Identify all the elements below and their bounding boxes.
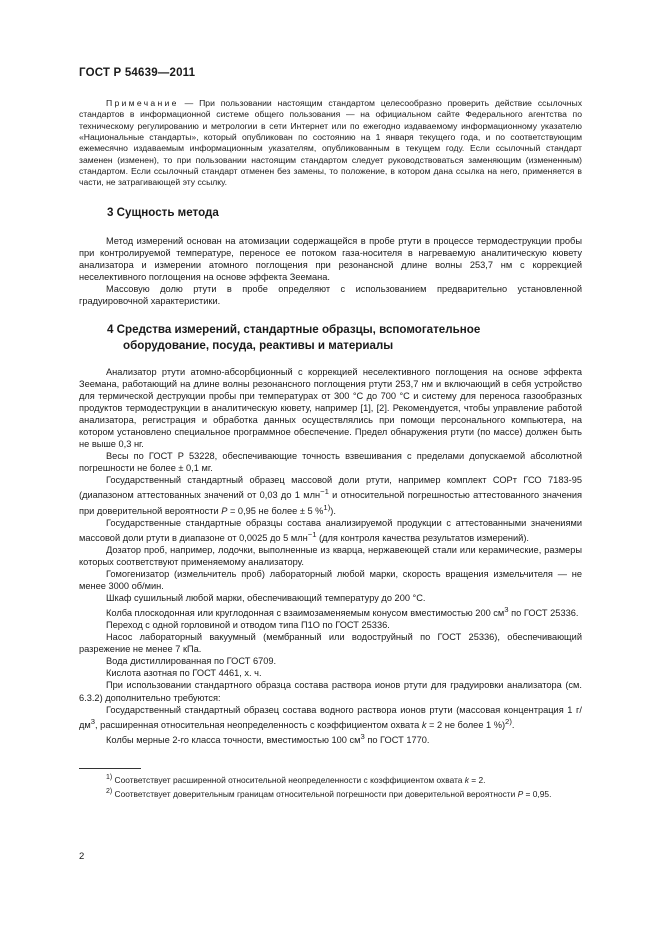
volumetric-flask-paragraph: Колбы мерные 2-го класса точности, вместимостью 100 $см^3$ по ГОСТ 1770. [106,731,430,745]
scales-paragraph: Весы по ГОСТ Р 53228, обеспечивающие точность взвешивания с пределами допускаемой абсолютной погрешности не более ± 0,1 мг. [79,451,582,474]
analyzer-paragraph: Анализатор ртути атомно-абсорбционный с коррекцией неселективного поглощения на основе эффекта Зеемана, работающий на длине волны резонансного поглощения ртути 253,7 нм и включающий в себя устройство для термической деструкции пробы при температурах от 300 °С до 700 °С и систему для переноса газообразных продуктов термодеструкции в аналитическую кювету, например [1], [2]. Рекомендуется, чтобы управление работой анализатора, регистрация и обработка данных осуществлялись при помощи персонального компьютера, на котором установлено специальное программное обеспечение. Предел обнаружения ртути (по массе) должен быть не выше 0,3 нг. [79,367,582,450]
water-paragraph: Вода дистиллированная по ГОСТ 6709. [106,656,277,667]
pump-paragraph: Насос лабораторный вакуумный (мембранный или водоструйный по ГОСТ 25336), обеспечивающий разрежение не менее 7 кПа. [79,632,582,655]
footnote-2: $^{2)}$ Соответствует доверительным границам относительной погрешности при доверительной вероятности Р = 0,95. [106,788,552,799]
note-block [79,98,582,189]
homogenizer-paragraph: Гомогенизатор (измельчитель проб) лабораторный любой марки, скорость вращения измельчителя — не менее 3000 об/мин. [79,568,582,592]
document-header: ГОСТ Р 54639—2011 [79,67,196,79]
product-samples-paragraph: Государственные стандартные образцы состава анализируемой продукции с аттестованными значениями массовой доли ртути в диапазоне от 0,0025 до 5 млн$^{-1}$ (для контроля качества результатов измерений). [79,517,582,543]
note-label: Примечание [106,98,179,108]
footnote-divider [79,768,141,769]
section-4-heading-line-2: оборудование, посуда, реактивы и материалы [123,339,394,352]
acid-paragraph: Кислота азотная по ГОСТ 4461, х. ч. [106,668,262,679]
section-3-paragraph-1: Метод измерений основан на атомизации содержащейся в пробе ртути в процессе термодеструкции пробы при контролируемой температуре, переносе ее потоком газа-носителя в нагреваемую аналитическую кювету анализатора и измерении атомного поглощения при резонансной длине волны 253,7 нм с коррекцией неселективного поглощения на основе эффекта Зеемана. [79,236,582,283]
section-3-paragraph-2: Массовую долю ртути в пробе определяют с использованием предварительно установленной градуировочной характеристики. [79,284,582,307]
flask-paragraph: Колба плоскодонная или круглодонная с взаимозаменяемым конусом вместимостью 200 $см^3$ по ГОСТ 25336. [106,605,579,619]
section-4-heading [107,322,480,354]
footnote-1: $^{1)}$ Соответствует расширенной относительной неопределенности с коэффициентом охвата k = 2. [106,774,486,785]
section-3-body [79,235,582,307]
note-paragraph [79,98,582,189]
oven-paragraph: Шкаф сушильный любой марки, обеспечивающий температуру до 200 °С. [106,593,426,604]
note-text: — При пользовании настоящим стандартом целесообразно проверить действие ссылочных стандартов в информационной системе общего пользования — на официальном сайте Федерального агентства по техническому регулированию и метрологии в сети Интернет или по ежегодно издаваемому информационному указателю «Национальные стандарты», который опубликован по состоянию на 1 января текущего года, и по соответствующим ежемесячно издаваемым информационным указателям, опубликованным в текущем году. Если ссылочный стандарт заменен (изменен), то при пользовании настоящим стандартом следует руководствоваться заменяющим (измененным) стандартом. Если ссылочный стандарт отменен без замены, то положение, в котором дана ссылка на него, применяется в части, не затрагивающей эту ссылку. [79,98,582,188]
section-4-heading-line-1: 4 Средства измерений, стандартные образцы, вспомогательное [107,323,481,336]
reference-sample-paragraph: Государственный стандартный образец массовой доли ртути, например комплект СОРт ГСО 7183-95 (диапазоном аттестованных значений от 0,03 до 1 млн$^{-1}$ и относительной погрешностью аттестованного значения при доверительной вероятности Р = 0,95 не более ± 5 %$^{1)}$). [79,475,583,516]
adapter-paragraph: Переход с одной горловиной и отводом типа П1О по ГОСТ 25336. [106,620,390,631]
doser-paragraph: Дозатор проб, например, лодочки, выполненные из кварца, нержавеющей стали или керамические, размеры которых соответствуют применяемому анализатору. [79,544,582,567]
additional-requirements-paragraph: При использовании стандартного образца состава раствора ионов ртути для градуировки анализатора (см. 6.3.2) дополнительно требуются: [79,680,582,703]
section-4-body [79,366,582,746]
page-number: 2 [79,851,85,862]
solution-sample-paragraph: Государственный стандартный образец состава водного раствора ионов ртути (массовая концентрация 1 $г/дм^3$, расширенная относительная неопределенность с коэффициентом охвата k = 2 не более 1 %)$^{2)}$. [79,704,582,730]
section-3-heading: 3 Сущность метода [107,206,219,219]
footnotes [79,772,582,800]
